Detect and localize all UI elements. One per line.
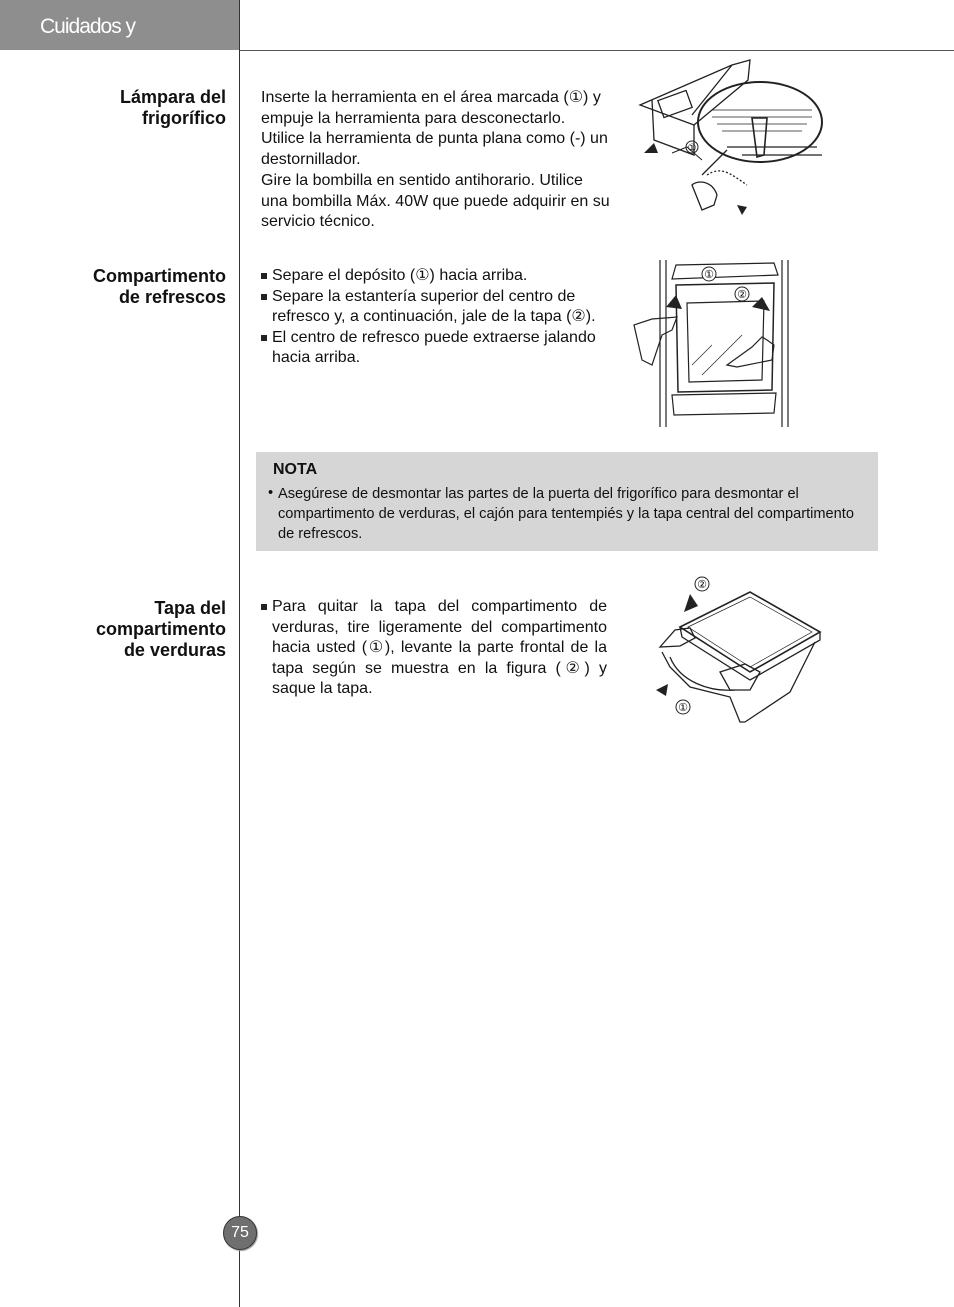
refresh-bullet-3: El centro de refresco puede extraerse jalando hacia arriba.	[261, 328, 611, 369]
section-title-vegetable-cover: Tapa del compartimento de verduras	[95, 598, 226, 660]
section-title-refresh-center: Compartimento de refrescos	[92, 266, 226, 307]
refresh-bullet-1: Separe el depósito (①) hacia arriba.	[261, 266, 611, 287]
figure-label-1: ①	[678, 702, 688, 714]
lamp-paragraph-1: Inserte la herramienta en el área marcada (①) y empuje la herramienta para desconectarlo. Utilice la herramienta de punta plana como (-) un destornillador.	[261, 89, 608, 168]
section-header-tab: Cuidados y mantenimiento	[0, 0, 240, 50]
vegetable-bullet-1: Para quitar la tapa del compartimento de verduras, tire ligeramente del compartimento hacia usted (①), levante la parte frontal de la tapa según se muestra en la figura (②) y saque la tapa.	[261, 597, 607, 700]
note-text: • Asegúrese de desmontar las partes de la puerta del frigorífico para desmontar el compartimento de verduras, el cajón para tentempiés y la tapa central del compartimento de refrescos.	[268, 484, 866, 544]
section-body-refresh-center	[261, 266, 611, 369]
refresh-bullet-2: Separe la estantería superior del centro de refresco y, a continuación, jale de la tapa (②).	[261, 287, 611, 328]
note-box	[256, 452, 878, 551]
note-title: NOTA	[273, 461, 318, 478]
vegetable-cover-illustration	[650, 572, 828, 727]
margin-rule	[239, 0, 240, 1307]
figure-label-1: ①	[704, 269, 714, 281]
page-number-badge: 75	[223, 1216, 257, 1250]
lamp-removal-illustration	[632, 55, 827, 220]
section-title-lamp: Lámpara del frigorífico	[119, 87, 226, 128]
refresh-center-illustration	[632, 255, 797, 430]
figure-label-2: ②	[697, 579, 707, 591]
lamp-paragraph-2: Gire la bombilla en sentido antihorario. Utilice una bombilla Máx. 40W que puede adquirir en su servicio técnico.	[261, 172, 610, 230]
figure-label-1: ①	[687, 143, 697, 154]
figure-label-2: ②	[737, 289, 747, 301]
section-body-lamp	[261, 88, 611, 233]
section-body-vegetable-cover	[261, 597, 607, 700]
header-divider	[240, 50, 954, 51]
